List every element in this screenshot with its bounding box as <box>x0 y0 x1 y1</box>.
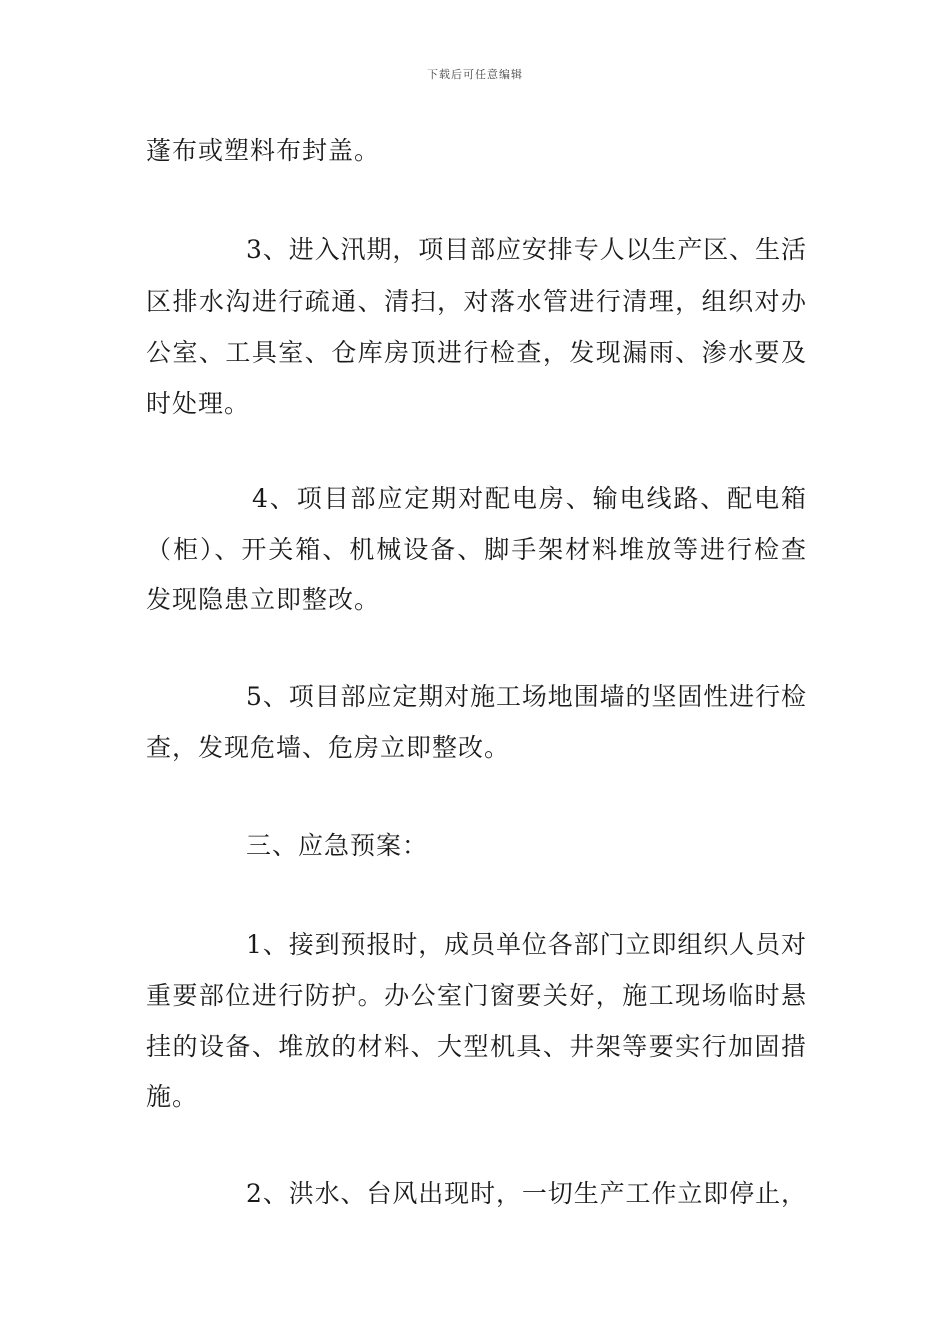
paragraph-first-line: 4、项目部应定期对配电房、输电线路、配电箱 <box>252 484 806 513</box>
paragraph-first-line: 5、项目部应定期对施工场地围墙的坚固性进行检 <box>246 682 806 711</box>
section-heading: 三、应急预案： <box>246 831 429 860</box>
text-line: 时处理。 <box>146 389 251 418</box>
paragraph-first-line: 2、洪水、台风出现时，一切生产工作立即停止， <box>246 1179 806 1208</box>
text-line: 查，发现危墙、危房立即整改。 <box>146 733 511 762</box>
paragraph-first-line: 3、进入汛期，项目部应安排专人以生产区、生活 <box>246 235 806 264</box>
text-line: 发现隐患立即整改。 <box>146 585 381 614</box>
text-line: 公室、工具室、仓库房顶进行检查，发现漏雨、渗水要及 <box>146 338 806 367</box>
paragraph-first-line: 1、接到预报时，成员单位各部门立即组织人员对 <box>246 930 806 959</box>
text-line: 蓬布或塑料布封盖。 <box>146 136 381 165</box>
text-line: 挂的设备、堆放的材料、大型机具、井架等要实行加固措 <box>146 1032 806 1061</box>
text-line: 施。 <box>146 1082 199 1111</box>
text-line: 区排水沟进行疏通、清扫，对落水管进行清理，组织对办 <box>146 287 806 316</box>
text-line: （柜）、开关箱、机械设备、脚手架材料堆放等进行检查 <box>146 535 806 564</box>
text-line: 重要部位进行防护。办公室门窗要关好，施工现场临时悬 <box>146 981 806 1010</box>
page-header: 下载后可任意编辑 <box>427 68 523 81</box>
